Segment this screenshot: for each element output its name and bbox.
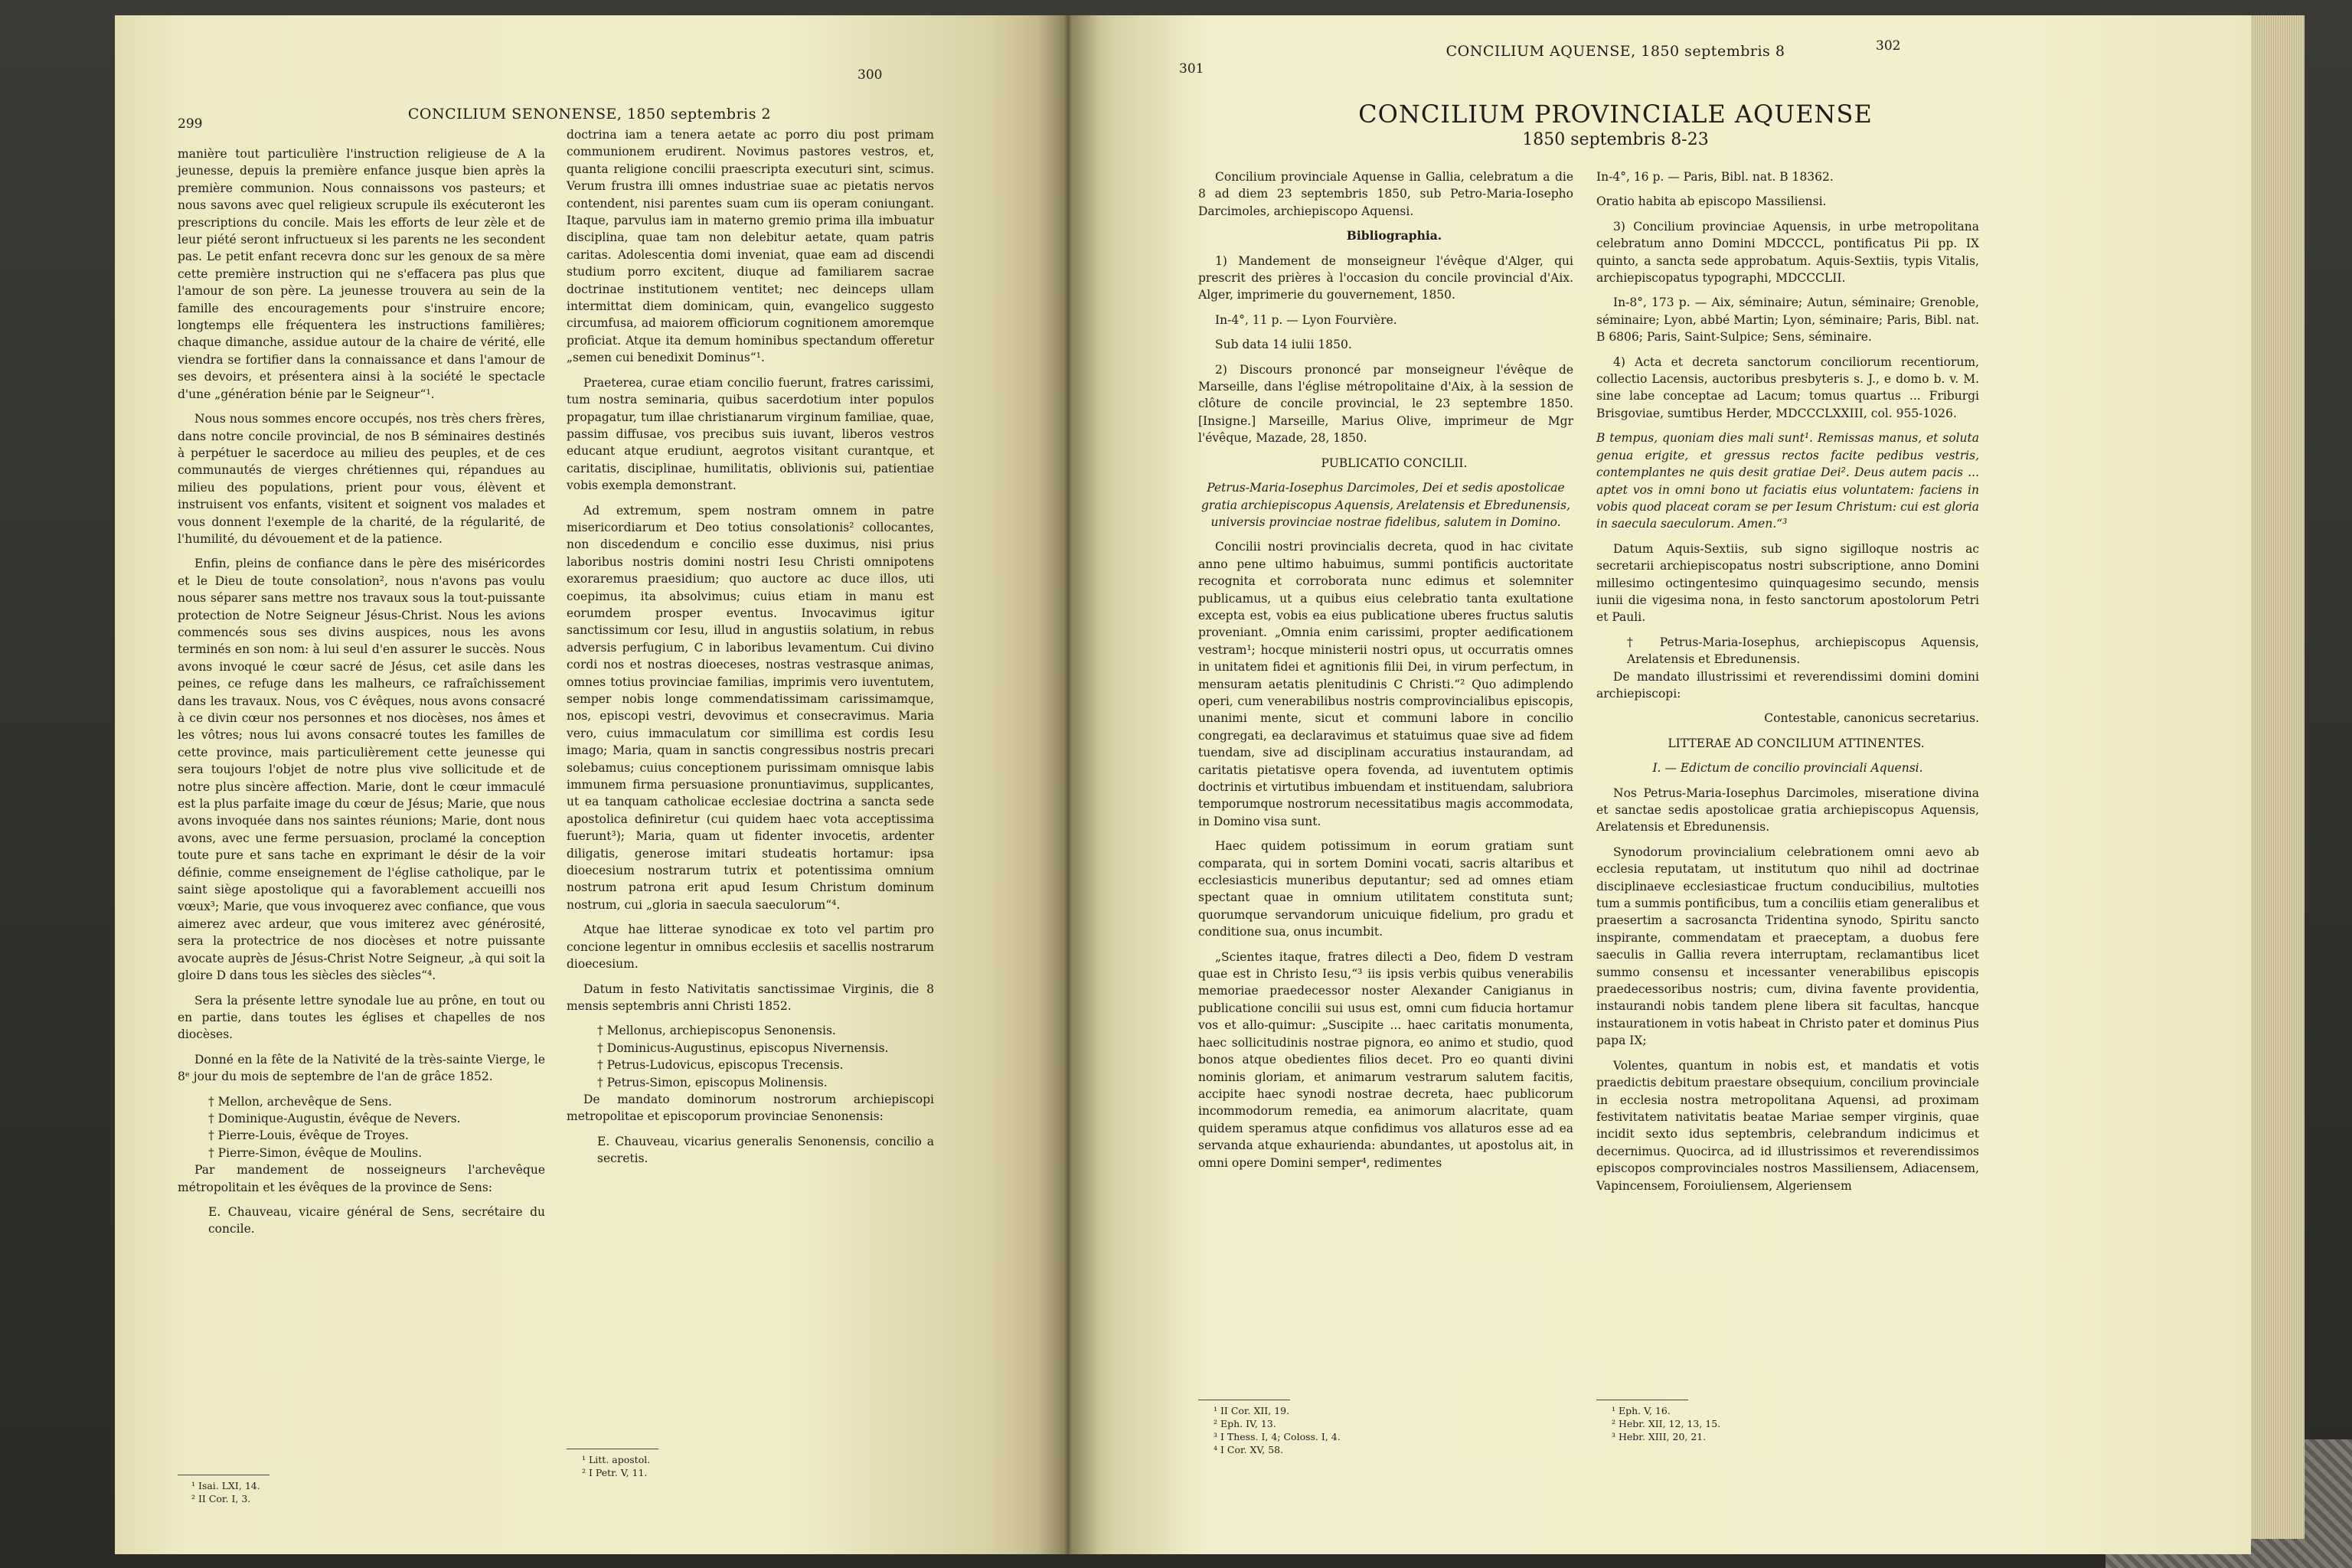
paragraph: Concilii nostri provincialis decreta, quod in hac civitate anno pene ultimo habuimus, summi pontificis auctoritate recognita et corroborata nunc edimus et solemniter publicamus, ut a quibus eius celebratio tanta exultatione excepta est, vobis ea eius publicatione uberes fructus salutis proveniant. „Omnia enim carissimi, propter aedificationem vestram¹; hocque ministerii nostri opus, ut occurratis omnes in unitatem fidei et agnitionis filii Dei, in virum perfectum, in mensuram aetatis plenitudinis C Christi.“² Quo adimplendo operi, cum venerabilibus nostris comprovincialibus episcopis, unanimi mente, sicut et communi labore in concilio congregati, ea declaravimus et statuimus quae sive ad fidem tuendam, sive ad disciplinam accuratius instaurandam, ad caritatis pietatisve opera fovenda, ad iuventutem optimis doctrinis et virtutibus imbuendam et instituendam, salubriora temporumque nostrorum necessitatibus magis accommodata, in Domino visa sunt. [1198, 540, 1573, 828]
biblio-entry: 1) Mandement de monseigneur l'évêque d'Alger, qui prescrit des prières à l'occasion du concile provincial d'Aix. Alger, imprimerie du gouvernement, 1850. [1198, 253, 1573, 302]
running-head-aquense: CONCILIUM AQUENSE, 1850 septembris 8 [1446, 43, 1785, 60]
signature: † Petrus-Simon, episcopus Molinensis. [597, 1075, 828, 1089]
edict-heading: I. — Edictum de concilio provinciali Aquensi. [1652, 761, 1923, 776]
section-date: 1850 septembris 8-23 [1522, 130, 1709, 149]
signature: † Dominicus-Augustinus, episcopus Nivernensis. [597, 1040, 889, 1055]
footnotes-latin [582, 1453, 812, 1479]
footnote: ¹ Isai. LXI, 14. [191, 1480, 260, 1491]
signature: † Mellonus, archiepiscopus Senonensis. [597, 1024, 836, 1038]
biblio-entry: 4) Acta et decreta sanctorum conciliorum recentiorum, collectio Lacensis, auctoribus presbyteris s. J., e domo b. v. M. sine labe conceptae ad Lacum; tomus quartus ... Friburgi Brisgoviae, sumtibus Herder, MDCCCLXXIII, col. 955-1026. [1596, 354, 1979, 420]
footnotes-aquense-right [1612, 1404, 1841, 1443]
publicatio-heading: PUBLICATIO CONCILII. [1321, 456, 1468, 470]
paragraph: Datum in festo Nativitatis sanctissimae Virginis, die 8 mensis septembris anni Christi 1852. [567, 982, 934, 1013]
paragraph: Donné en la fête de la Nativité de la très-sainte Vierge, le 8ᵉ jour du mois de septembre de l'an de grâce 1852. [178, 1052, 545, 1084]
mandate-line: De mandato illustrissimi et reverendissimi domini domini archiepiscopi: [1596, 669, 1979, 701]
footnote: ² II Cor. I, 3. [191, 1493, 251, 1504]
footnote: ¹ Litt. apostol. [582, 1454, 651, 1465]
left-page [115, 15, 1064, 1554]
page-number-302: 302 [1876, 38, 1901, 54]
page-number-301: 301 [1179, 61, 1204, 77]
secretary-line: E. Chauveau, vicarius generalis Senonensis, concilio a secretis. [597, 1134, 934, 1166]
footnote: ¹ II Cor. XII, 19. [1214, 1405, 1290, 1416]
footnote: ³ I Thess. I, 4; Coloss. I, 4. [1214, 1431, 1341, 1442]
biblio-entry: In-4°, 16 p. — Paris, Bibl. nat. B 18362. [1596, 170, 1834, 184]
paragraph: „Scientes itaque, fratres dilecti a Deo, fidem D vestram quae est in Christo Iesu,“³ iis ipsis verbis quibus venerabilis memoriae praedecessor noster Alexander Canigianus in publicatione concilii sui usus est, omni cum fiducia hortamur vos et allo-quimur: „Suscipite ... haec caritatis monumenta, haec sollicitudinis nostrae pignora, eo animo et studio, quod bonos atque obedientes filios decet. Pro eo quanti divini nominis gloriam, et animarum vestrarum salutem facitis, accipite haec synodi nostrae decreta, haec publicorum incommodorum remedia, ea animorum alacritate, quam quidem speramus atque confidimus vos allaturos esse ad ea servanda atque exhaurienda: abundantes, ut apostolus ait, in omni opere Domini semper⁴, redimentes [1198, 949, 1573, 1170]
paragraph: Nos Petrus-Maria-Iosephus Darcimoles, miseratione divina et sanctae sedis apostolicae gratia archiepiscopus Aquensis, Arelatensis et Ebredunensis. [1596, 786, 1979, 835]
footnote: ² Eph. IV, 13. [1214, 1418, 1276, 1429]
paragraph: Nous nous sommes encore occupés, nos très chers frères, dans notre concile provincial, de nos B séminaires destinés à perpétuer le sacerdoce au milieu des peuples, et de ces communautés de vierges chrétiennes qui, répandues au milieu des populations, prient pour vous, élèvent et instruisent vos enfants, visitent et soignent vos malades et vous donnent l'exemple de la charité, de la régularité, de l'humilité, du dévouement et de la patience. [178, 412, 545, 546]
section-title: CONCILIUM PROVINCIALE AQUENSE [1358, 100, 1873, 129]
biblio-entry: In-4°, 11 p. — Lyon Fourvière. [1215, 312, 1397, 327]
footnotes-french [191, 1479, 421, 1505]
column-aquense-left [1198, 168, 1573, 1393]
litterae-heading: LITTERAE AD CONCILIUM ATTINENTES. [1668, 736, 1925, 750]
column-latin [567, 126, 934, 1459]
bibliography-heading: Bibliographia. [1346, 228, 1442, 243]
signature: † Mellon, archevêque de Sens. [208, 1094, 392, 1109]
biblio-entry: In-8°, 173 p. — Aix, séminaire; Autun, séminaire; Grenoble, séminaire; Lyon, abbé Martin; Lyon, séminaire; Paris, Bibl. nat. B 6806; Paris, Saint-Sulpice; Sens, séminaire. [1596, 296, 1979, 345]
paragraph: Haec quidem potissimum in eorum gratiam sunt comparata, qui in sortem Domini vocati, sacris altaribus et ecclesiasticis muneribus deputantur; sed ad omnes etiam spectant quae in omnium utilitatem constituta sunt; quorumque servandorum unicuique fidelium, pro gradu et conditione sua, onus incumbit. [1198, 839, 1573, 939]
signature: † Dominique-Augustin, évêque de Nevers. [208, 1111, 461, 1125]
running-head-senonense: CONCILIUM SENONENSE, 1850 septembris 2 [407, 106, 772, 122]
paragraph: Volentes, quantum in nobis est, et mandatis et votis praedictis debitum praestare obsequium, concilium provinciale in ecclesia nostra metropolitana Aquensi, ad proximam festivitatem nativitatis beatae Mariae semper virginis, quae incidit sexto idus septembris, celebrandum indicimus et decernimus. Quocirca, ad id illustrissimos et reverendissimos episcopos comprovinciales nostros Massiliensem, Adiacensem, Vapincensem, Foroiuliensem, Algeriensem [1596, 1058, 1979, 1193]
footnote: ² I Petr. V, 11. [582, 1467, 648, 1478]
paragraph: Ad extremum, spem nostram omnem in patre misericordiarum et Deo totius consolationis² collocantes, non discedendum e concilio esse duximus, nisi prius laboribus nostris domini nostri Iesu Christi omnipotens exoraremus praesidium; quo auctore ac duce illos, uti coepimus, ita absolvimus; cuius etiam in manu est eorumdem prosper eventus. Invocavimus igitur sanctissimum cor Iesu, illud in angustiis solatium, in rebus adversis perfugium, C in laboribus levamentum. Cui divino cordi nos et nostras dioeceses, nostras vestrasque animas, omnes totius provinciae familias, imprimis vero iuventutem, semper nobis longe commendatissimam carissimamque, nos, episcopi vestri, devovimus et consecravimus. Maria vero, cuius immaculatum cor simillima est cordis Iesu imago; Maria, quam in sanctis congressibus nostris precari solebamus; cuius conceptionem purissimam omnisque labis immunem firma persuasione pronuntiavimus, supplicantes, ut ea tanquam catholicae ecclesiae doctrina a sancta sede apostolica definiretur (cui quidem haec vota acceptissima fuerunt³); Maria, quam ut fidenter invocetis, ardenter diligatis, generose imitari studeatis hortamur: ipsa dioecesium nostrarum tutrix et potentissima omnium nostrum patrona erit apud Iesum Christum dominum nostrum, cui „gloria in saecula saeculorum“⁴. [567, 503, 934, 912]
mandate-line: Par mandement de nosseigneurs l'archevêque métropolitain et les évêques de la province de Sens: [178, 1163, 545, 1194]
footnote: ¹ Eph. V, 16. [1612, 1405, 1671, 1416]
signature: † Petrus-Maria-Iosephus, archiepiscopus Aquensis, Arelatensis et Ebredunensis. [1627, 635, 1979, 667]
intro-paragraph: Concilium provinciale Aquense in Gallia, celebratum a die 8 ad diem 23 septembris 1850, sub Petro-Maria-Iosepho Darcimoles, archiepiscopo Aquensi. [1198, 170, 1573, 218]
footnote: ³ Hebr. XIII, 20, 21. [1612, 1431, 1707, 1442]
footnote: ⁴ I Cor. XV, 58. [1214, 1444, 1284, 1455]
page-number-300: 300 [858, 67, 883, 83]
right-page [1064, 15, 2251, 1554]
signature: † Pierre-Simon, évêque de Moulins. [208, 1145, 422, 1160]
footnote: ² Hebr. XII, 12, 13, 15. [1612, 1418, 1721, 1429]
secretary-line: Contestable, canonicus secretarius. [1764, 711, 1979, 726]
column-aquense-right [1596, 168, 1979, 1393]
paragraph: Praeterea, curae etiam concilio fuerunt, fratres carissimi, tum nostra seminaria, quibus sacerdotium inter populos propagatur, tum illae christianarum virginum familiae, quae, passim diffusae, vos precibus suis iuvant, liberos vestros educant atque erudiunt, aegrotos visitant curantque, et caritatis, disciplinae, humilitatis, oblivionis sui, patientiae vobis exempla demonstrant. [567, 375, 934, 493]
signature: † Pierre-Louis, évêque de Troyes. [208, 1129, 409, 1143]
paragraph: B tempus, quoniam dies mali sunt¹. Remissas manus, et soluta genua erigite, et gressus rectos facite pedibus vestris, contemplantes ne quis desit gratiae Dei². Deus autem pacis ... aptet vos in omni bono ut faciatis eius voluntatem: faciens in vobis quod placeat coram se per Iesum Christum: cui est gloria in saecula saeculorum. Amen.“³ [1596, 431, 1979, 531]
biblio-entry: Oratio habita ab episcopo Massiliensi. [1596, 194, 1827, 209]
mandate-line: De mandato dominorum nostrorum archiepiscopi metropolitae et episcoporum provinciae Senonensis: [567, 1092, 934, 1124]
biblio-entry: Sub data 14 iulii 1850. [1215, 338, 1352, 352]
open-book [115, 15, 2251, 1554]
paragraph: Enfin, pleins de confiance dans le père des miséricordes et le Dieu de toute consolation², nous n'avons pas voulu nous séparer sans mettre nos travaux sous la tout-puissante protection de Notre Seigneur Jésus-Christ. Nous les avions commencés sous ses divins auspices, nous les avons terminés en son nom: à lui seul d'en assurer le succès. Nous avons invoqué le cœur sacré de Jésus, cet asile dans les peines, ce refuge dans les malheurs, ce rafraîchissement dans les travaux. Nous, vos C évêques, nous avons consacré à ce divin cœur nos personnes et nos diocèses, nos âmes et les vôtres; nous lui avons consacré toutes les familles de cette province, mais particulièrement cette jeunesse qui sera toujours l'objet de notre plus vive sollicitude et de notre plus sincère affection. Marie, dont le cœur immaculé est la plus parfaite image du cœur de Jésus; Marie, que nous avons invoquée dans nos saintes réunions; Marie, dont nous avons, avec une ferme persuasion, proclamé la conception toute pure et sans tache en exprimant le désir de la voir définie, comme enseignement de l'église catholique, par le saint siège apostolique qui a favorablement accueilli nos vœux³; Marie, que vous invoquerez avec confiance, que vous aimerez avec ardeur, que vous imiterez avec générosité, sera la protectrice de nos diocèses et notre puissante avocate auprès de Jésus-Christ Notre Seigneur, „à qui soit la gloire D dans tous les siècles des siècles“⁴. [178, 557, 545, 983]
biblio-entry: 2) Discours prononcé par monseigneur l'évêque de Marseille, dans l'église métropolitaine d'Aix, à la session de clôture de concile provincial, le 23 septembre 1850. [Insigne.] Marseille, Marius Olive, imprimeur de Mgr l'évêque, Mazade, 28, 1850. [1198, 362, 1573, 446]
footnotes-aquense-left [1214, 1404, 1443, 1456]
secretary-line: E. Chauveau, vicaire général de Sens, secrétaire du concile. [208, 1204, 545, 1236]
page-number-299: 299 [178, 116, 203, 132]
page-edges [2251, 15, 2305, 1539]
paragraph: doctrina iam a tenera aetate ac porro diu post primam communionem erudirent. Novimus pastores vestros, et, quanta religione concilii praescripta executuri sint, scimus. Verum frustra illi omnes industriae suae ac pietatis nervos contendent, nisi parentes suam cum iis operam coniungant. Itaque, parvulus iam in materno gremio prima illa imbuatur disciplina, quae tam non delebitur aetate, quam patris caritas. Adolescentia domi inveniat, quae eam ad discendi studium porro excitent, diuque ad familiarem sacrae doctrinae institutionem ventitet; nec deinceps ullam intermittat diem dominicam, quin, evangelico suggesto circumfusa, ad maiorem officiorum cognitionem amoremque proficiat. Atque ita demum hominibus spectandum offeretur „semen cui benedixit Dominus“¹. [567, 128, 934, 365]
paragraph: manière tout particulière l'instruction religieuse de A la jeunesse, depuis la première enfance jusque bien après la première communion. Nous connaissons vos pasteurs; et nous savons avec quel religieux scrupule ils exécuteront les prescriptions du concile. Mais les efforts de leur zèle et de leur piété seront infructueux si les parents ne les secondent pas. Le petit enfant recevra donc sur les genoux de sa mère cette première instruction qui ne s'effacera pas plus que l'amour de son père. La jeunesse trouvera au sein de la famille des encouragements pour s'instruire encore; longtemps elle fréquentera les instructions familières; chaque dimanche, assidue autour de la chaire de vérité, elle viendra se fortifier dans la connaissance et dans l'amour de ses devoirs, et présentera ainsi à la société le spectacle d'une „génération bénie par le Seigneur“¹. [178, 147, 545, 401]
paragraph: Atque hae litterae synodicae ex toto vel partim pro concione legentur in omnibus ecclesiis et sacellis nostrarum dioecesium. [567, 923, 934, 972]
signature: † Petrus-Ludovicus, episcopus Trecensis. [597, 1058, 844, 1073]
biblio-entry: 3) Concilium provinciae Aquensis, in urbe metropolitana celebratum anno Domini MDCCCL, pontificatus Pii pp. IX quinto, a sancta sede approbatum. Aquis-Sextiis, typis Vitalis, archiepiscopatus typographi, MDCCCLII. [1596, 219, 1979, 286]
column-french [178, 145, 545, 1462]
publicatio-address: Petrus-Maria-Iosephus Darcimoles, Dei et sedis apostolicae gratia archiepiscopus Aquensis, Arelatensis et Ebredunensis, universis provinciae nostrae fidelibus, salutem in Domino. [1200, 481, 1571, 529]
paragraph: Datum Aquis-Sextiis, sub signo sigilloque nostris ac secretarii archiepiscopatus nostri subscriptione, anno Domini millesimo octingentesimo quinquagesimo secundo, mensis iunii die vigesima nona, in festo sanctorum apostolorum Petri et Pauli. [1596, 541, 1979, 625]
paragraph: Synodorum provincialium celebrationem omni aevo ab ecclesia reputatam, ut institutum quo nihil ad doctrinae disciplinaeve ecclesiasticae fructum conducibilius, multoties tum a summis pontificibus, tum a conciliis etiam generalibus et praesertim a sacrosancta Tridentina synodo, Spiritu sancto inspirante, commendatam et praeceptam, a duobus fere saeculis in Gallia revera interruptam, reclamantibus licet summo consensu et incessanter venerabilibus episcopis praedecessoribus nostris; cum, divina favente providentia, instaurandi nobis tandem plene libera sit facultas, hancque instaurationem in votis habeat in Christo pater et dominus Pius papa IX; [1596, 844, 1979, 1048]
paragraph: Sera la présente lettre synodale lue au prône, en tout ou en partie, dans toutes les églises et chapelles de nos diocèses. [178, 993, 545, 1042]
